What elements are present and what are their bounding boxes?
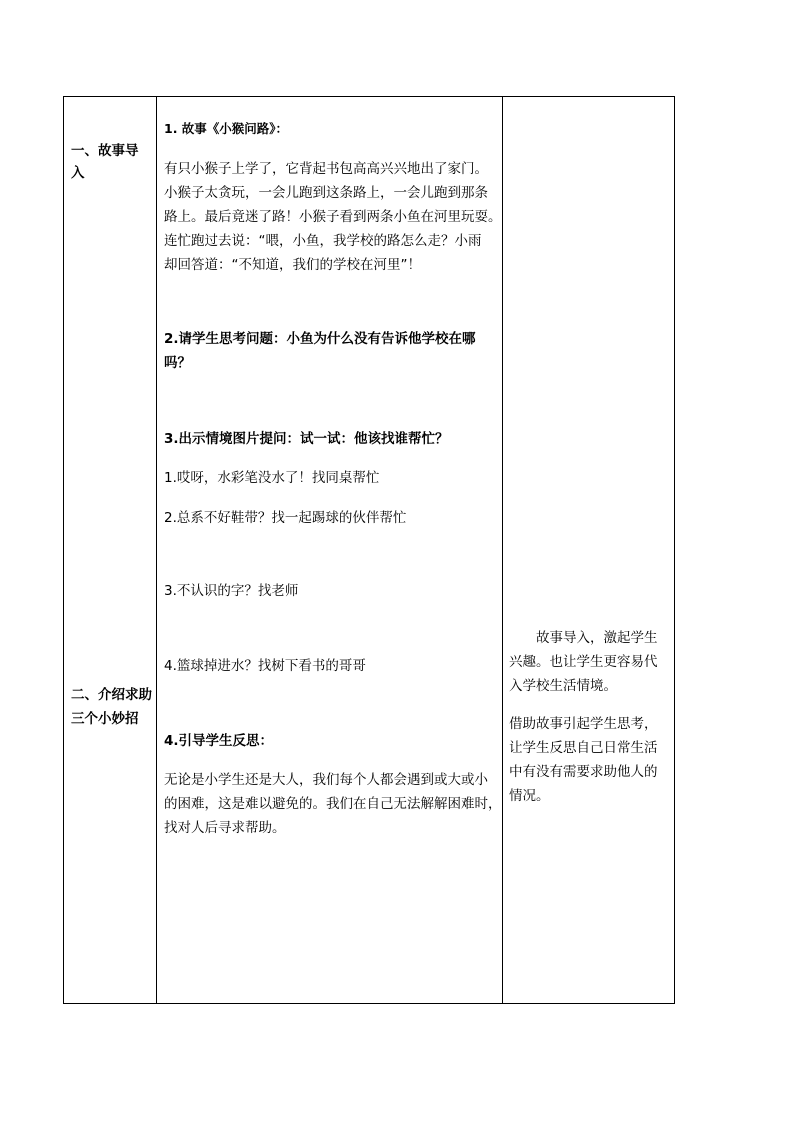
reflection-line: 无论是小学生还是大人，我们每个人都会遇到或大或小	[164, 772, 488, 788]
design-note: 让学生反思自己日常生活	[509, 740, 658, 756]
design-note: 中有没有需要求助他人的	[509, 764, 658, 780]
design-note: 故事导入，激起学生	[509, 630, 658, 646]
reflection-heading: 4.引导学生反思：	[164, 733, 274, 749]
reflection-line: 的困难，这是难以避免的。我们在自己无法解解困难时，	[164, 796, 502, 812]
design-note: 情况。	[509, 788, 550, 804]
story-line: 路上。最后竟迷了路！小猴子看到两条小鱼在河里玩耍。	[164, 209, 502, 225]
design-note: 借助故事引起学生思考，	[509, 716, 658, 732]
scenario-item: 3.不认识的字？找老师	[164, 583, 299, 599]
section-title: 入	[71, 165, 85, 181]
scenario-item: 1.哎呀，水彩笔没水了！找同桌帮忙	[164, 470, 380, 486]
scenario-heading: 3.出示情境图片提问：试一试：他该找谁帮忙？	[164, 431, 449, 447]
scenario-item: 4.篮球掉进水？找树下看书的哥哥	[164, 658, 366, 674]
scenario-item: 2.总系不好鞋带？找一起踢球的伙伴帮忙	[164, 510, 407, 526]
lesson-table	[63, 96, 675, 1004]
question-heading: 吗？	[164, 355, 191, 371]
column-divider	[502, 97, 503, 1003]
story-line: 却回答道：“不知道，我们的学校在河里”！	[164, 257, 421, 273]
column-divider	[156, 97, 157, 1003]
section-title: 二、介绍求助	[71, 687, 152, 703]
section-title: 三个小妙招	[71, 711, 139, 727]
design-note: 入学校生活情境。	[509, 678, 617, 694]
story-heading: 1. 故事《小猴问路》：	[164, 121, 289, 136]
question-heading: 2.请学生思考问题：小鱼为什么没有告诉他学校在哪	[164, 331, 476, 347]
story-line: 连忙跑过去说：“喂，小鱼，我学校的路怎么走？小雨	[164, 233, 482, 249]
story-line: 有只小猴子上学了，它背起书包高高兴兴地出了家门。	[164, 161, 488, 177]
design-note: 兴趣。也让学生更容易代	[509, 654, 658, 670]
story-line: 小猴子太贪玩，一会儿跑到这条路上，一会儿跑到那条	[164, 185, 488, 201]
section-title: 一、故事导	[71, 143, 139, 159]
reflection-line: 找对人后寻求帮助。	[164, 820, 286, 836]
